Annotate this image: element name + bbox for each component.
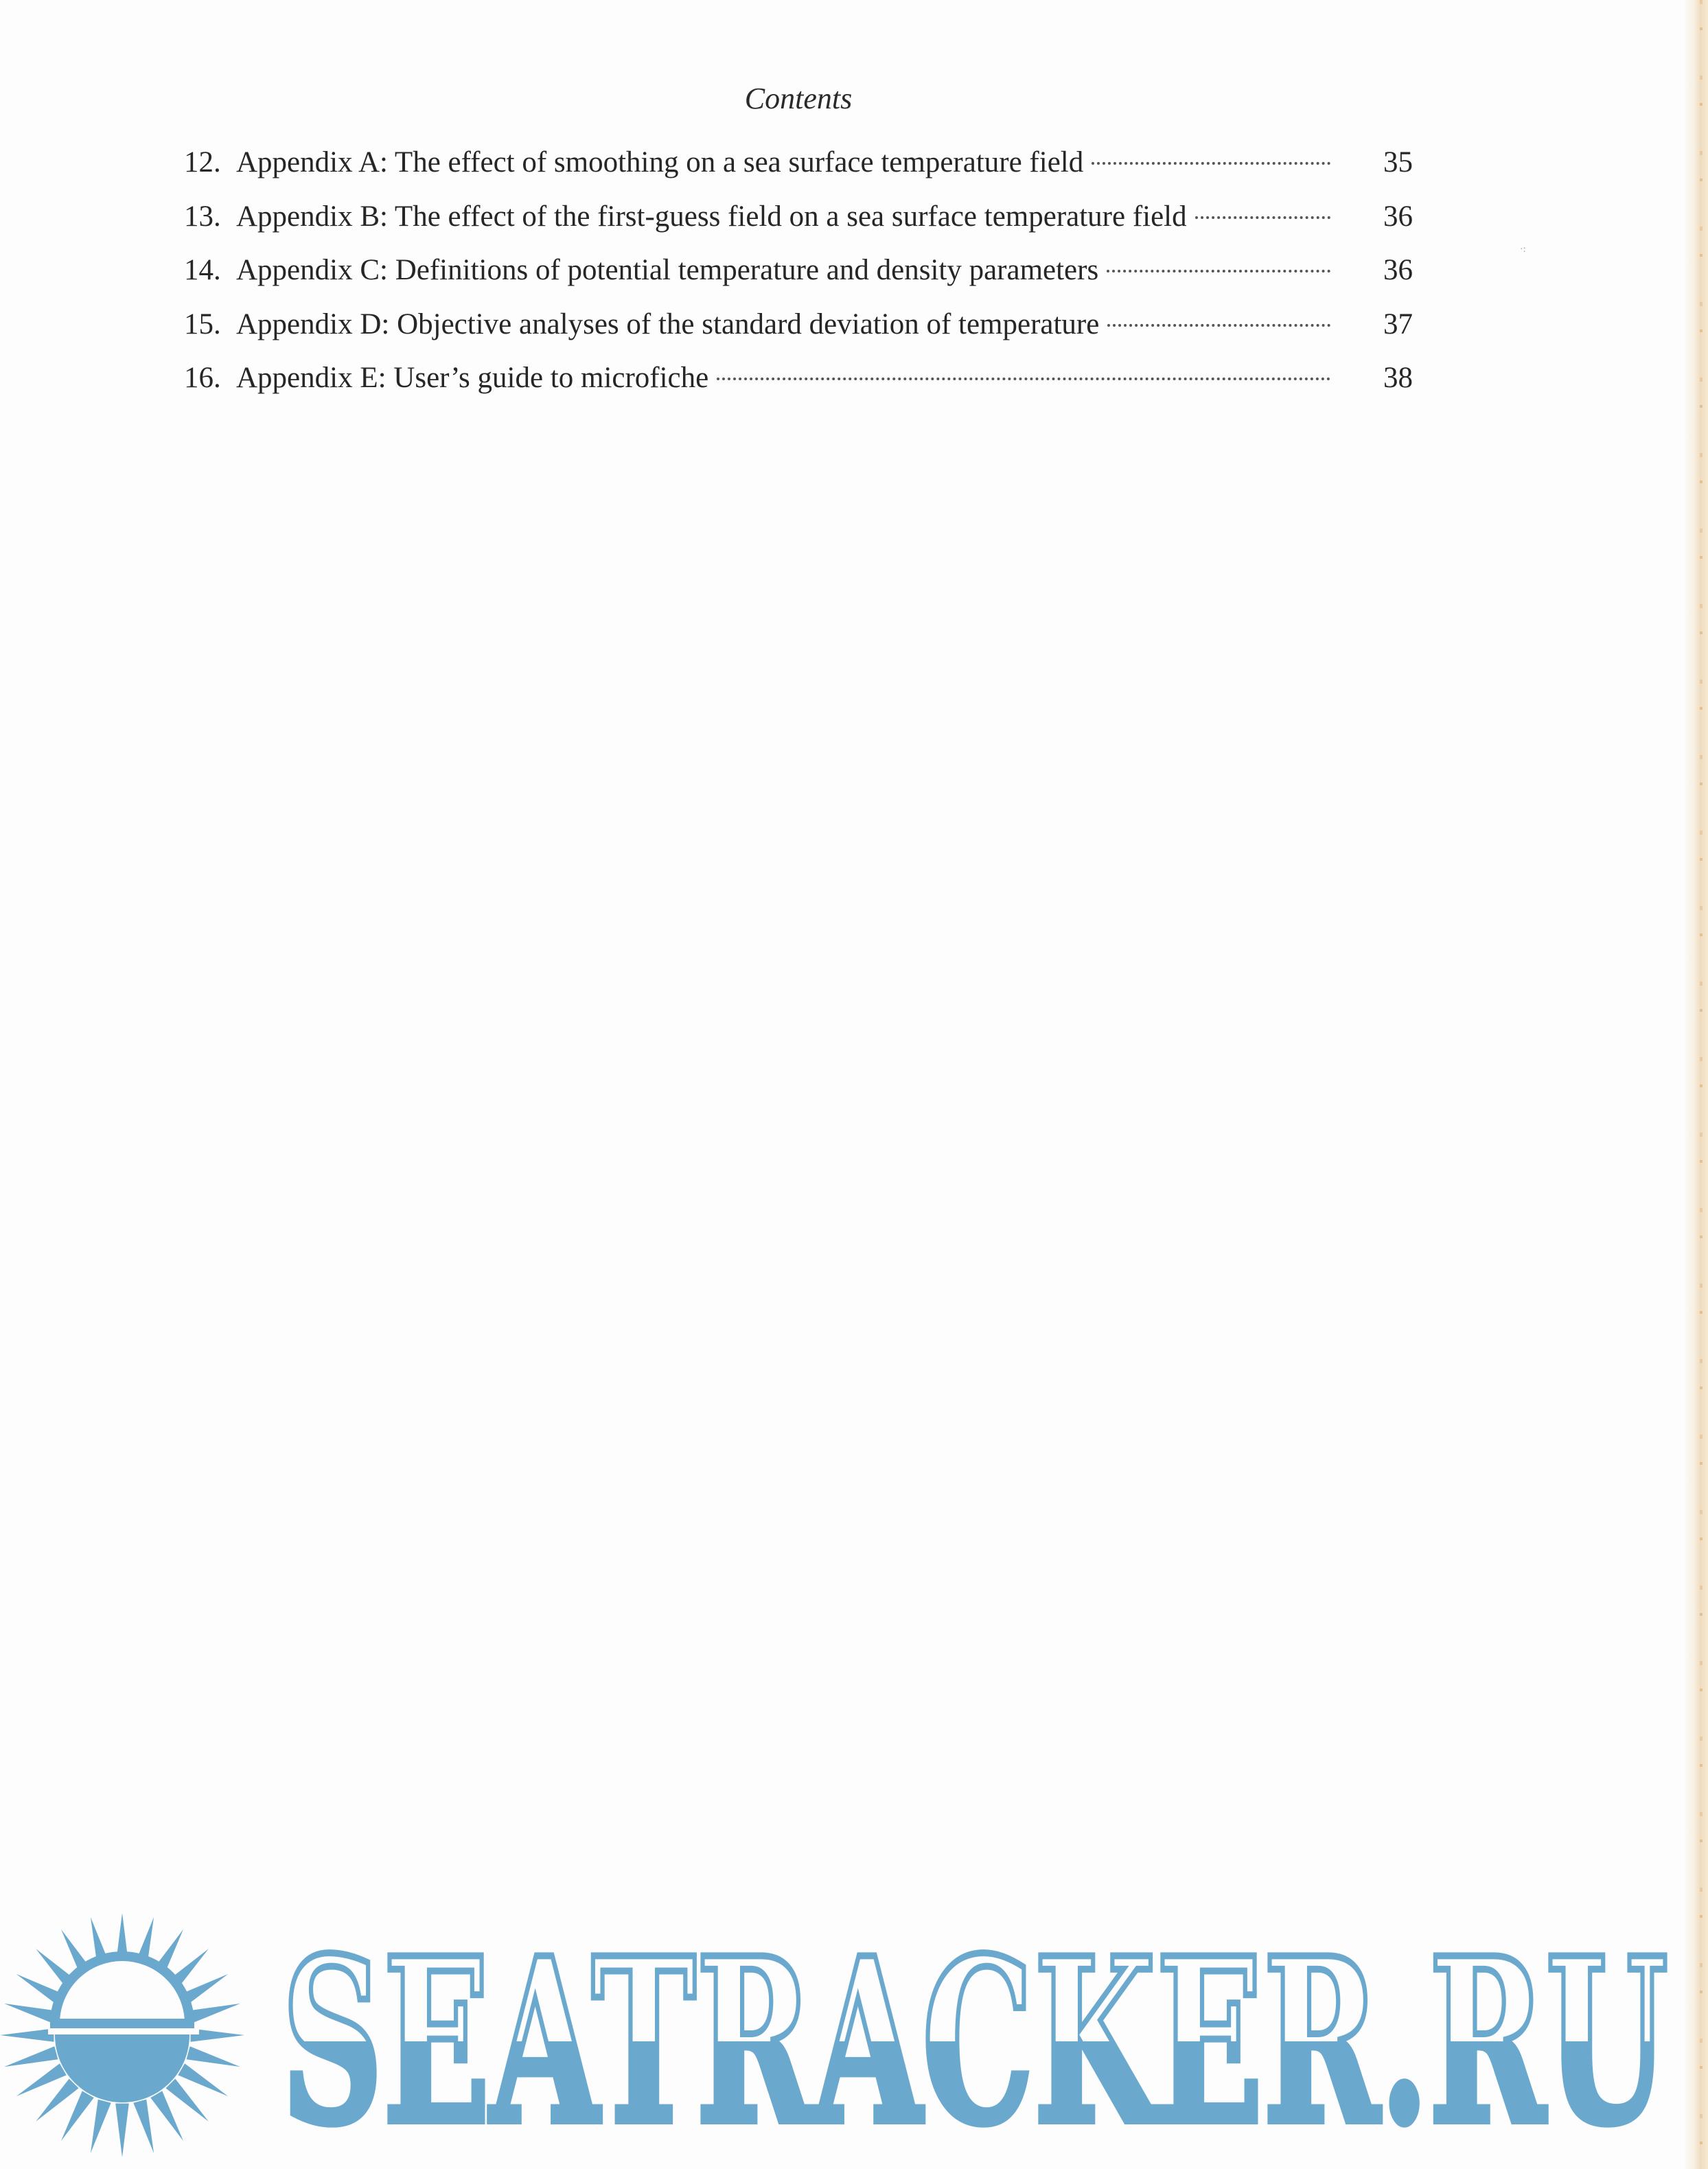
toc-entry[interactable]: [184, 361, 1413, 415]
toc-entry-title: Appendix A: The effect of smoothing on a sea surface temperature field: [236, 146, 1084, 178]
toc-entry[interactable]: [184, 146, 1413, 200]
toc-entry[interactable]: [184, 253, 1413, 308]
toc-leader-dots: [1107, 270, 1330, 272]
sun-ray: [178, 2063, 228, 2096]
toc-entry-title: Appendix C: Definitions of potential temperature and density parameters: [236, 254, 1099, 286]
toc-leader-dots: [1107, 324, 1330, 327]
watermark: [0, 1901, 1708, 2169]
toc-entry[interactable]: [184, 308, 1413, 362]
toc-leader-dots: [1092, 162, 1330, 165]
toc-leader-dots: [717, 378, 1330, 380]
toc-entry-number: 13.: [184, 200, 221, 233]
sun-icon: [0, 1901, 261, 2162]
toc-entry-number: 12.: [184, 146, 221, 178]
toc-entry-page: 36: [1383, 254, 1413, 286]
toc-entry-title: Appendix B: The effect of the first-guess field on a sea surface temperature field: [236, 200, 1187, 233]
watermark-text: SEATRACKER.RU: [281, 1922, 1668, 2148]
toc-entry-title: Appendix D: Objective analyses of the standard deviation of temperature: [236, 308, 1100, 340]
sun-ray: [4, 2004, 58, 2024]
scanned-page-edge: [1683, 0, 1708, 2169]
sun-ray: [187, 2004, 240, 2024]
toc-entry-page: 37: [1383, 308, 1413, 340]
sun-ray: [0, 2028, 54, 2042]
table-of-contents: [184, 146, 1413, 415]
toc-entry-number: 14.: [184, 254, 221, 286]
sun-ray: [187, 2046, 240, 2067]
page-title: Contents: [744, 82, 853, 115]
toc-entry-number: 15.: [184, 308, 221, 340]
toc-entry-page: 35: [1383, 146, 1413, 178]
toc-entry-page: 38: [1383, 362, 1413, 394]
toc-entry[interactable]: [184, 200, 1413, 254]
sun-ray: [16, 2063, 67, 2096]
toc-entry-page: 36: [1383, 200, 1413, 233]
scan-speck: ·:: [1520, 244, 1526, 255]
watermark-wordmark: [268, 1922, 1682, 2148]
sun-ray: [150, 2091, 183, 2141]
sun-ray: [91, 2100, 111, 2153]
toc-leader-dots: [1195, 216, 1330, 219]
sun-ray: [115, 2104, 129, 2157]
sun-ray: [4, 2046, 58, 2067]
toc-entry-title: Appendix E: User’s guide to microfiche: [236, 362, 709, 394]
toc-entry-number: 16.: [184, 362, 221, 394]
sun-ray: [61, 2091, 94, 2141]
sun-ray: [133, 2100, 154, 2153]
